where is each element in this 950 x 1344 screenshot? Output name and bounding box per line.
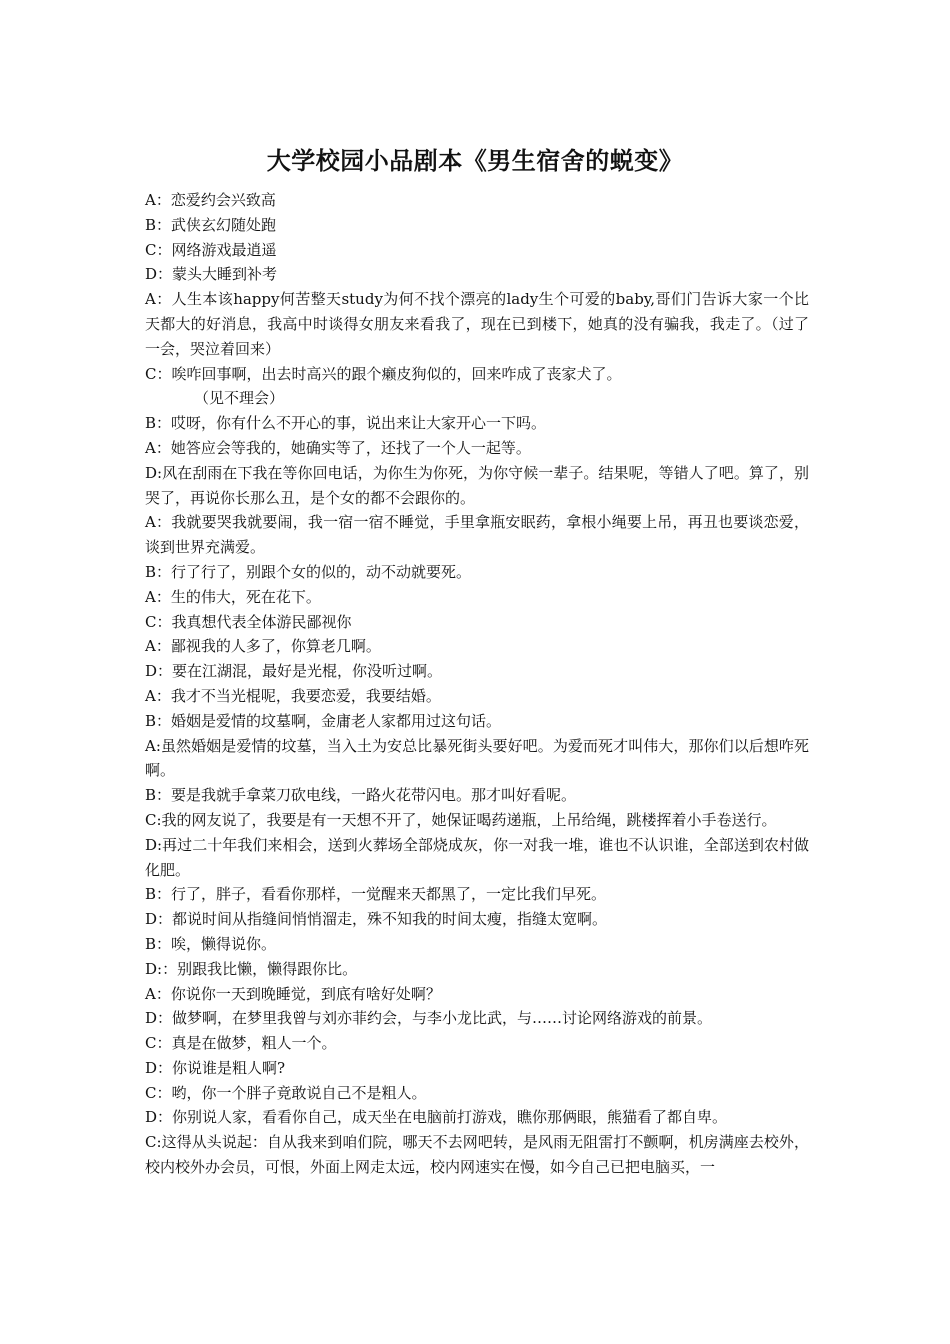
dialogue-line: C：哟，你一个胖子竟敢说自己不是粗人。 <box>145 1083 427 1102</box>
dialogue-line: A：你说你一天到晚睡觉，到底有啥好处啊？ <box>145 984 441 1003</box>
dialogue-line: C:我的网友说了，我要是有一天想不开了，她保证喝药递瓶，上吊给绳，跳楼挥着小手卷送行。 <box>145 810 777 829</box>
dialogue-line: C：网络游戏最逍遥 <box>145 240 277 259</box>
dialogue-line: B：要是我就手拿菜刀砍电线，一路火花带闪电。那才叫好看呢。 <box>145 786 577 805</box>
dialogue-line: A：生的伟大，死在花下。 <box>145 587 321 606</box>
dialogue-line: C:这得从头说起：自从我来到咱们院，哪天不去网吧转，是风雨无阻雷打不颤啊，机房满座去校外，校内校外办会员，可恨，外面上网走太远，校内网速实在慢，如今自己已把电脑买，一 <box>145 1133 809 1177</box>
dialogue-line: D:风在刮雨在下我在等你回电话，为你生为你死，为你守候一辈子。结果呢，等错人了吧。算了，别哭了，再说你长那么丑，是个女的都不会跟你的。 <box>145 463 809 507</box>
dialogue-line: C：真是在做梦，粗人一个。 <box>145 1034 337 1053</box>
dialogue-line: B：武侠玄幻随处跑 <box>145 215 277 234</box>
dialogue-line: C：我真想代表全体游民鄙视你 <box>145 612 352 631</box>
dialogue-line: A：鄙视我的人多了，你算老几啊。 <box>145 637 381 656</box>
dialogue-line: D：要在江湖混，最好是光棍，你没听过啊。 <box>145 662 443 681</box>
dialogue-line: B：唉，懒得说你。 <box>145 934 277 953</box>
dialogue-line: D:再过二十年我们来相会，送到火葬场全部烧成灰，你一对我一堆，谁也不认识谁，全部送到农村做化肥。 <box>145 835 809 879</box>
dialogue-line: D：蒙头大睡到补考 <box>145 265 278 284</box>
dialogue-line: B：行了行了，别跟个女的似的，动不动就要死。 <box>145 562 472 581</box>
dialogue-line: D：你别说人家，看看你自己，成天坐在电脑前打游戏，瞧你那俩眼，熊猫看了都自卑。 <box>145 1108 728 1127</box>
dialogue-line: C：唉咋回事啊，出去时高兴的跟个癞皮狗似的，回来咋成了丧家犬了。 <box>145 364 622 383</box>
dialogue-line: A：我才不当光棍呢，我要恋爱，我要结婚。 <box>145 686 441 705</box>
dialogue-line: A：我就要哭我就要闹，我一宿一宿不睡觉，手里拿瓶安眠药，拿根小绳要上吊，再丑也要谈恋爱，谈到世界充满爱。 <box>145 513 809 557</box>
dialogue-line: A：人生本该happy何苦整天study为何不找个漂亮的lady生个可爱的baby,哥们门告诉大家一个比天都大的好消息，我高中时谈得女朋友来看我了，现在已到楼下，她真的没有骗我，我走了。（过了一会，哭泣着回来） <box>145 290 809 358</box>
dialogue-line: A：恋爱约会兴致高 <box>145 191 276 209</box>
dialogue-line: A：她答应会等我的，她确实等了，还找了一个人一起等。 <box>145 438 531 457</box>
dialogue-line: B：行了，胖子，看看你那样，一觉醒来天都黑了，一定比我们早死。 <box>145 885 607 904</box>
dialogue-line: D:：别跟我比懒，懒得跟你比。 <box>145 959 358 978</box>
dialogue-line: B：婚姻是爱情的坟墓啊，金庸老人家都用过这句话。 <box>145 711 502 730</box>
script-body <box>145 188 809 1180</box>
document-title: 大学校园小品剧本《男生宿舍的蜕变》 <box>266 146 684 175</box>
dialogue-line: D：都说时间从指缝间悄悄溜走，殊不知我的时间太瘦，指缝太宽啊。 <box>145 910 608 929</box>
dialogue-line: A:虽然婚姻是爱情的坟墓，当入土为安总比暴死街头要好吧。为爱而死才叫伟大，那你们以后想咋死啊。 <box>145 736 809 780</box>
dialogue-line: D：你说谁是粗人啊? <box>145 1058 286 1077</box>
dialogue-line: B：哎呀，你有什么不开心的事，说出来让大家开心一下吗。 <box>145 414 547 433</box>
dialogue-line: D：做梦啊，在梦里我曾与刘亦菲约会，与李小龙比武，与……讨论网络游戏的前景。 <box>145 1009 713 1028</box>
stage-direction: （见不理会） <box>194 389 285 408</box>
